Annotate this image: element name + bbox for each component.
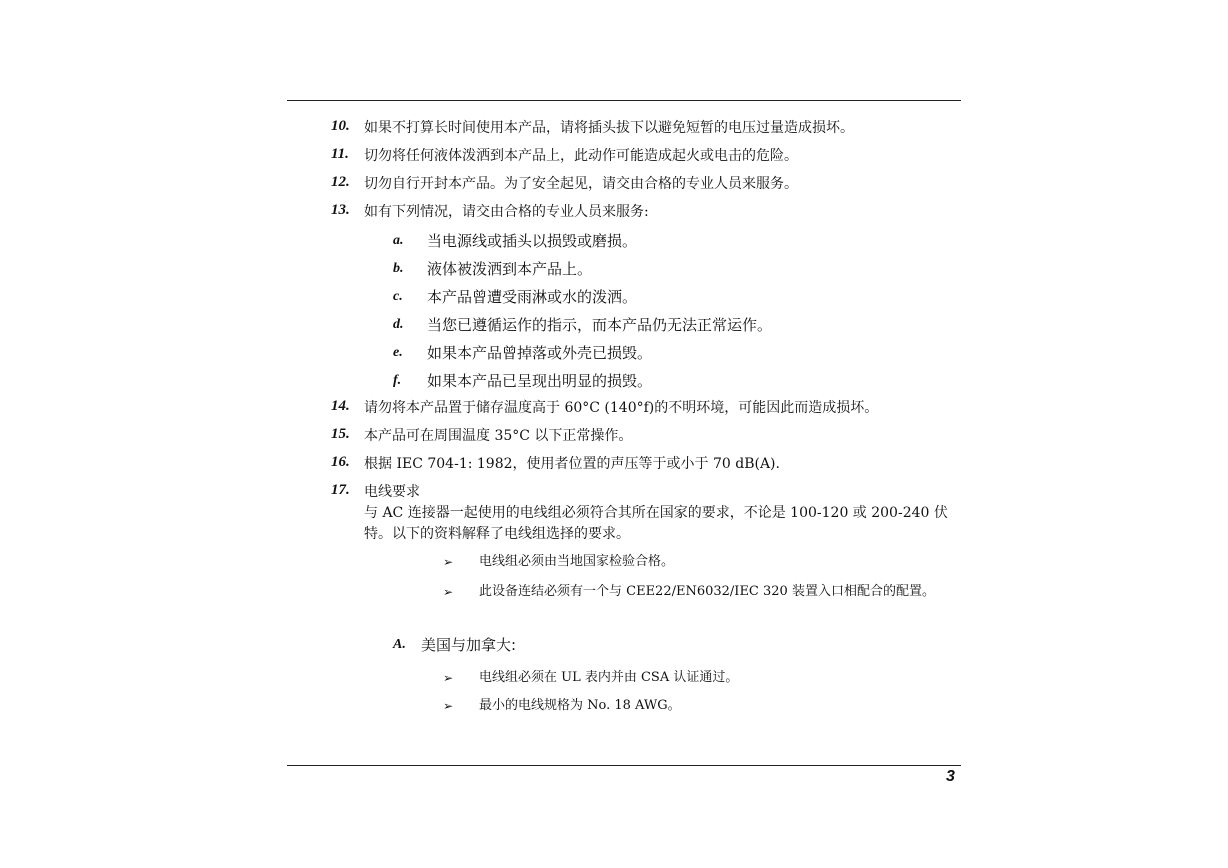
arrow-bullet-icon: ➢	[443, 699, 454, 713]
item-text: 切勿将任何液体泼洒到本产品上，此动作可能造成起火或电击的危险。	[364, 148, 798, 164]
sub-item-text: 本产品曾遭受雨淋或水的泼洒。	[427, 288, 638, 306]
item-text: 请勿将本产品置于储存温度高于 60°C (140°f)的不明环境，可能因此而造成损坏。	[364, 400, 879, 416]
item-text: 如果不打算长时间使用本产品，请将插头拔下以避免短暂的电压过量造成损坏。	[364, 120, 854, 136]
sub-item-letter: e.	[393, 345, 403, 360]
item-text: 电线要求	[364, 484, 420, 500]
page-number: 3	[946, 768, 955, 785]
item-number: 17.	[331, 482, 350, 498]
item-number: 11.	[331, 146, 349, 162]
item-number: 13.	[331, 202, 350, 218]
bullet-text: 电线组必须由当地国家检验合格。	[479, 554, 675, 569]
item-number: 14.	[331, 398, 350, 414]
bullet-text: 此设备连结必须有一个与 CEE22/EN6032/IEC 320 装置入口相配合的配置。	[479, 584, 935, 599]
arrow-bullet-icon: ➢	[443, 555, 454, 569]
section-letter: A.	[393, 637, 406, 652]
sub-item-text: 当电源线或插头以损毁或磨损。	[427, 232, 638, 250]
item-text: 切勿自行开封本产品。为了安全起见，请交由合格的专业人员来服务。	[364, 176, 798, 192]
arrow-bullet-icon: ➢	[443, 671, 454, 685]
footer-rule	[287, 765, 961, 766]
arrow-bullet-icon: ➢	[443, 585, 454, 599]
item-text: 如有下列情况，请交由合格的专业人员来服务:	[364, 204, 649, 220]
sub-item-letter: f.	[393, 373, 402, 388]
sub-item-letter: c.	[393, 289, 403, 304]
sub-item-letter: d.	[393, 317, 404, 332]
sub-item-text: 如果本产品已呈现出明显的损毁。	[427, 372, 653, 390]
sub-item-text: 当您已遵循运作的指示，而本产品仍无法正常运作。	[427, 316, 773, 334]
item-number: 15.	[331, 426, 350, 442]
item-17-paragraph: 与 AC 连接器一起使用的电线组必须符合其所在国家的要求，不论是 100-120 或 200-240 伏特。以下的资料解释了电线组选择的要求。	[364, 505, 948, 542]
item-number: 10.	[331, 118, 350, 134]
item-number: 16.	[331, 454, 350, 470]
item-text: 根据 IEC 704-1: 1982，使用者位置的声压等于或小于 70 dB(A).	[364, 456, 780, 472]
sub-item-letter: a.	[393, 233, 404, 248]
sub-item-text: 液体被泼洒到本产品上。	[427, 260, 593, 278]
bullet-text: 最小的电线规格为 No. 18 AWG。	[479, 698, 681, 713]
bullet-text: 电线组必须在 UL 表内并由 CSA 认证通过。	[479, 670, 739, 685]
item-number: 12.	[331, 174, 350, 190]
header-rule	[287, 100, 961, 101]
sub-item-letter: b.	[393, 261, 404, 276]
item-text: 本产品可在周围温度 35°C 以下正常操作。	[364, 428, 633, 444]
section-title: 美国与加拿大:	[421, 636, 517, 654]
sub-item-text: 如果本产品曾掉落或外壳已损毁。	[427, 344, 653, 362]
